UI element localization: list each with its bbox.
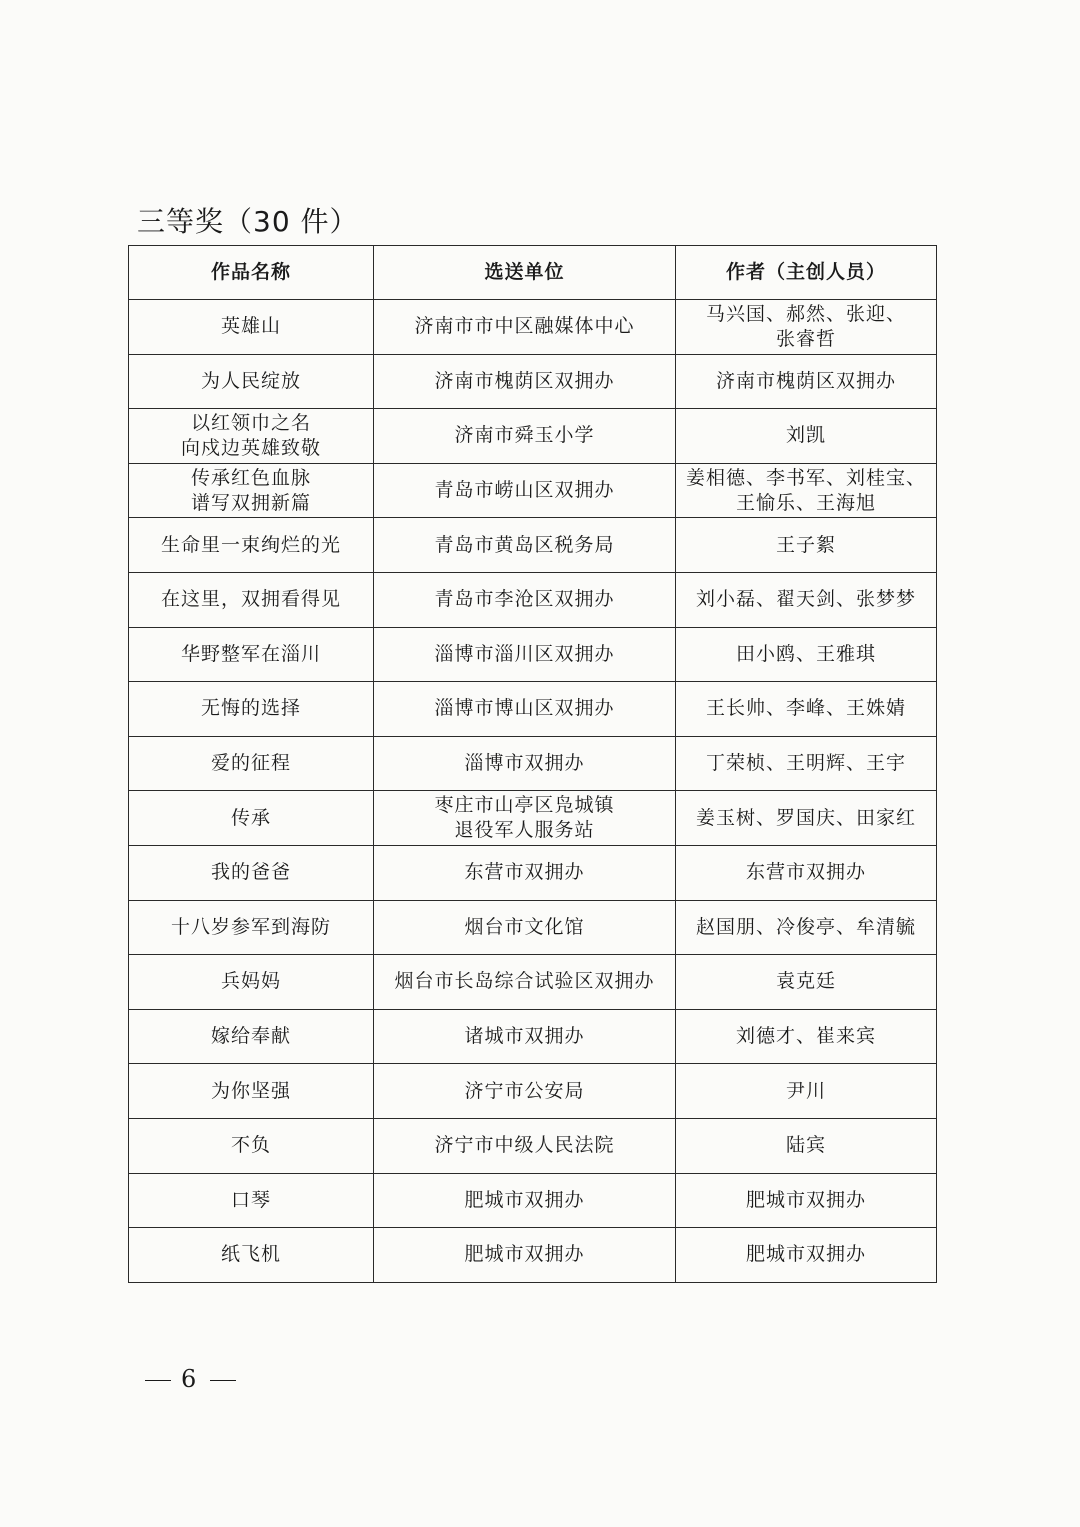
cell-author-line: 张睿哲 (775, 327, 836, 350)
cell-unit (374, 409, 676, 464)
cell-unit-line: 青岛市崂山区双拥办 (434, 479, 615, 502)
cell-title-line: 向戍边英雄致敬 (180, 436, 321, 459)
cell-title (129, 791, 374, 846)
cell-title (129, 463, 374, 518)
cell-author-line: 王子絮 (775, 533, 836, 556)
cell-author-line: 田小鸥、王雅琪 (735, 642, 876, 665)
cell-title-line: 我的爸爸 (210, 861, 291, 884)
cell-title-line: 以红领巾之名 (190, 411, 311, 434)
cell-title (129, 955, 374, 1010)
table-row (129, 845, 937, 900)
cell-unit-line: 烟台市长岛综合试验区双拥办 (394, 970, 655, 993)
cell-author (676, 900, 937, 955)
table-row (129, 1009, 937, 1064)
cell-unit-line: 济宁市公安局 (464, 1079, 585, 1102)
cell-title (129, 1228, 374, 1283)
cell-unit (374, 955, 676, 1010)
cell-title-line: 嫁给奉献 (210, 1025, 291, 1048)
cell-author (676, 1118, 937, 1173)
table-row (129, 1228, 937, 1283)
cell-unit-line: 退役军人服务站 (454, 819, 595, 842)
page-footer (145, 1365, 236, 1393)
table-row (129, 627, 937, 682)
cell-author-line: 陆宾 (785, 1134, 826, 1157)
cell-author (676, 518, 937, 573)
header-author: 作者（主创人员） (676, 246, 937, 300)
cell-author-line: 济南市槐荫区双拥办 (715, 369, 896, 392)
table-row (129, 300, 937, 355)
cell-title (129, 300, 374, 355)
cell-author (676, 572, 937, 627)
table-row (129, 1064, 937, 1119)
cell-author (676, 1009, 937, 1064)
cell-title (129, 1118, 374, 1173)
cell-title (129, 572, 374, 627)
cell-unit-line: 青岛市黄岛区税务局 (434, 533, 615, 556)
cell-author-line: 肥城市双拥办 (745, 1188, 866, 1211)
cell-title (129, 1173, 374, 1228)
table-row (129, 518, 937, 573)
cell-author (676, 1228, 937, 1283)
cell-unit (374, 1064, 676, 1119)
cell-title-line: 英雄山 (220, 315, 281, 338)
cell-unit-line: 济南市市中区融媒体中心 (414, 315, 635, 338)
cell-unit (374, 463, 676, 518)
cell-unit (374, 354, 676, 409)
cell-title-line: 不负 (230, 1134, 271, 1157)
cell-unit (374, 1009, 676, 1064)
cell-title (129, 900, 374, 955)
cell-title-line: 十八岁参军到海防 (170, 915, 331, 938)
cell-author-line: 刘小磊、翟天剑、张梦梦 (695, 588, 916, 611)
cell-author-line: 尹川 (785, 1079, 826, 1102)
cell-unit (374, 682, 676, 737)
cell-author-line: 赵国朋、冷俊亭、牟清毓 (695, 915, 916, 938)
cell-unit (374, 1228, 676, 1283)
table-row (129, 572, 937, 627)
cell-author-line: 马兴国、郝然、张迎、 (705, 302, 906, 325)
cell-unit-line: 济宁市中级人民法院 (434, 1134, 615, 1157)
table-body (129, 300, 937, 1283)
cell-title-line: 为人民绽放 (200, 369, 301, 392)
cell-title (129, 1009, 374, 1064)
table-row (129, 682, 937, 737)
cell-author-line: 东营市双拥办 (745, 861, 866, 884)
cell-title (129, 682, 374, 737)
cell-title-line: 口琴 (230, 1188, 271, 1211)
cell-unit (374, 1118, 676, 1173)
cell-author (676, 955, 937, 1010)
table-row (129, 463, 937, 518)
cell-author (676, 682, 937, 737)
cell-author-line: 王长帅、李峰、王姝婧 (705, 697, 906, 720)
cell-author-line: 肥城市双拥办 (745, 1243, 866, 1266)
cell-author (676, 845, 937, 900)
table-header-row (129, 246, 937, 300)
cell-title-line: 在这里，双拥看得见 (160, 588, 341, 611)
cell-title-line: 华野整军在淄川 (180, 642, 321, 665)
cell-author-line: 袁克廷 (775, 970, 836, 993)
page-dash-right (210, 1380, 236, 1381)
page-number: 6 (181, 1365, 201, 1393)
page-dash-left (145, 1380, 171, 1381)
cell-unit-line: 淄博市博山区双拥办 (434, 697, 615, 720)
cell-title (129, 518, 374, 573)
table-row (129, 1118, 937, 1173)
cell-author (676, 1173, 937, 1228)
cell-title-line: 纸飞机 (220, 1243, 281, 1266)
cell-unit-line: 肥城市双拥办 (464, 1188, 585, 1211)
cell-author (676, 736, 937, 791)
cell-unit-line: 枣庄市山亭区凫城镇 (434, 794, 615, 817)
cell-title (129, 736, 374, 791)
table-row (129, 409, 937, 464)
cell-unit-line: 济南市舜玉小学 (454, 424, 595, 447)
cell-author (676, 627, 937, 682)
cell-unit (374, 627, 676, 682)
cell-unit (374, 572, 676, 627)
cell-unit-line: 青岛市李沧区双拥办 (434, 588, 615, 611)
table-row (129, 1173, 937, 1228)
cell-unit (374, 518, 676, 573)
cell-author (676, 1064, 937, 1119)
cell-unit-line: 淄博市双拥办 (464, 752, 585, 775)
cell-unit (374, 1173, 676, 1228)
section-title: 三等奖（30 件） (137, 205, 359, 238)
cell-title-line: 兵妈妈 (220, 970, 281, 993)
cell-unit (374, 300, 676, 355)
table-row (129, 955, 937, 1010)
cell-unit-line: 济南市槐荫区双拥办 (434, 369, 615, 392)
cell-title-line: 爱的征程 (210, 752, 291, 775)
cell-unit-line: 东营市双拥办 (464, 861, 585, 884)
table-row (129, 791, 937, 846)
cell-title (129, 845, 374, 900)
cell-title (129, 354, 374, 409)
cell-unit-line: 诸城市双拥办 (464, 1025, 585, 1048)
cell-title-line: 传承红色血脉 (190, 466, 311, 489)
cell-title (129, 1064, 374, 1119)
table-row (129, 354, 937, 409)
cell-author (676, 463, 937, 518)
cell-title (129, 409, 374, 464)
cell-unit (374, 845, 676, 900)
cell-unit (374, 900, 676, 955)
cell-unit (374, 791, 676, 846)
cell-author (676, 354, 937, 409)
cell-author-line: 丁荣桢、王明辉、王宇 (705, 752, 906, 775)
header-unit: 选送单位 (374, 246, 676, 300)
cell-unit-line: 肥城市双拥办 (464, 1243, 585, 1266)
cell-title-line: 传承 (230, 806, 271, 829)
cell-unit-line: 烟台市文化馆 (464, 915, 585, 938)
cell-author-line: 刘德才、崔来宾 (735, 1025, 876, 1048)
cell-author (676, 791, 937, 846)
cell-title (129, 627, 374, 682)
cell-author-line: 王愉乐、王海旭 (735, 491, 876, 514)
cell-author (676, 409, 937, 464)
cell-author (676, 300, 937, 355)
cell-unit-line: 淄博市淄川区双拥办 (434, 642, 615, 665)
header-title: 作品名称 (129, 246, 374, 300)
cell-author-line: 姜相德、李书军、刘桂宝、 (685, 466, 926, 489)
table-row (129, 736, 937, 791)
cell-author-line: 刘凯 (785, 424, 826, 447)
cell-title-line: 谱写双拥新篇 (190, 491, 311, 514)
awards-table (128, 245, 937, 1283)
cell-title-line: 无悔的选择 (200, 697, 301, 720)
cell-author-line: 姜玉树、罗国庆、田家红 (695, 806, 916, 829)
table-row (129, 900, 937, 955)
cell-title-line: 为你坚强 (210, 1079, 291, 1102)
cell-unit (374, 736, 676, 791)
cell-title-line: 生命里一束绚烂的光 (160, 533, 341, 556)
